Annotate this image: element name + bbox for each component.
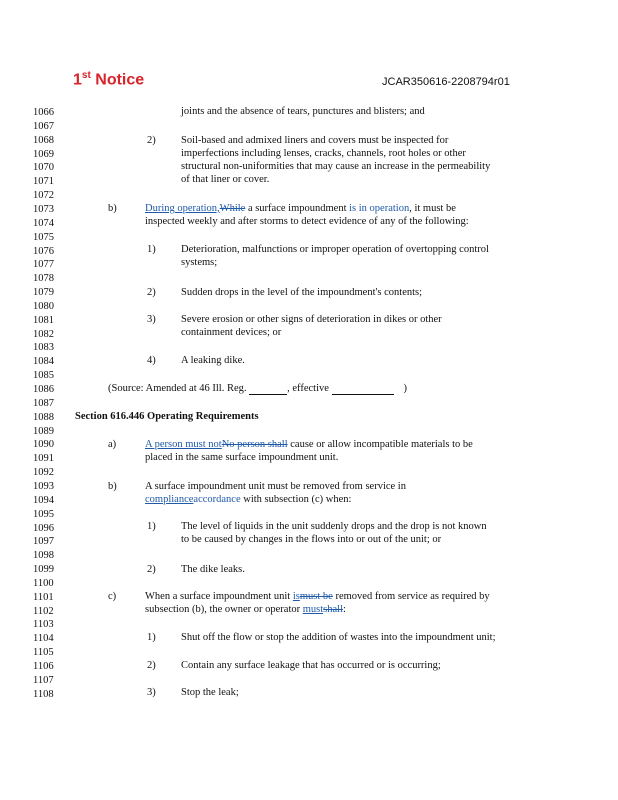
- inserted-text: must: [302, 604, 324, 615]
- line-number: 1078: [33, 273, 54, 285]
- inserted-text: During operation,: [145, 203, 220, 214]
- line-number: 1066: [33, 107, 54, 118]
- line-number: 1106: [33, 661, 54, 672]
- deleted-text: No person shall: [221, 439, 288, 450]
- text-line: imperfections including lenses, cracks, channels, root holes or other: [181, 148, 466, 159]
- text-line: structural non-uniformities that may cause an increase in the permeability: [181, 161, 491, 172]
- text-line: The level of liquids in the unit suddenly drops and the drop is not known: [181, 521, 487, 532]
- amended-line: During operation,While a surface impoundment is in operation, it must be: [145, 203, 456, 214]
- line-number: 1095: [33, 508, 54, 520]
- item-number: 3): [147, 687, 156, 698]
- line-number: 1101: [33, 591, 54, 603]
- item-number: 2): [147, 135, 156, 146]
- line-number: 1074: [33, 217, 54, 229]
- line-number: 1086: [33, 384, 54, 395]
- item-number: 1): [147, 244, 156, 255]
- line-number: 1072: [33, 190, 54, 202]
- line-number: 1087: [33, 397, 54, 409]
- line-number: 1100: [33, 577, 54, 589]
- item-label: b): [108, 481, 117, 492]
- text-line: to be caused by changes in the flows into or out of the unit; or: [181, 534, 442, 545]
- deleted-text: accordance: [193, 494, 241, 505]
- line-number: 1068: [33, 134, 54, 146]
- line-number: 1079: [33, 287, 54, 299]
- item-number: 2): [147, 564, 156, 575]
- line-number: 1089: [33, 425, 54, 437]
- amended-line: complianceaccordance with subsection (c) when:: [145, 494, 352, 505]
- line-number: 1090: [33, 439, 54, 451]
- amended-line: When a surface impoundment unit ismust be removed from service as required by: [145, 591, 490, 602]
- inserted-text: compliance: [145, 494, 194, 505]
- text-line: containment devices; or: [181, 327, 282, 338]
- notice-label: 1st Notice: [73, 70, 145, 89]
- line-number: 1091: [33, 453, 54, 465]
- line-number: 1104: [33, 633, 54, 645]
- text-line: inspected weekly and after storms to detect evidence of any of the following:: [145, 216, 469, 227]
- item-label: a): [108, 439, 117, 450]
- line-number: 1080: [33, 300, 54, 312]
- line-number: 1092: [33, 467, 54, 479]
- line-number: 1083: [33, 342, 54, 354]
- deleted-text: must be: [299, 591, 333, 602]
- text-line: Stop the leak;: [181, 687, 239, 698]
- item-number: 1): [147, 632, 156, 643]
- item-number: 2): [147, 287, 156, 298]
- line-number: 1103: [33, 619, 54, 631]
- inserted-text: A person must not: [145, 439, 222, 450]
- line-number: 1107: [33, 674, 54, 686]
- text-line: The dike leaks.: [181, 564, 245, 575]
- amended-line: A person must notNo person shall cause or allow incompatible materials to be: [145, 439, 473, 450]
- source-note: (Source: Amended at 46 Ill. Reg. , effective ): [108, 383, 408, 394]
- item-number: 4): [147, 355, 156, 366]
- line-number: 1093: [33, 480, 54, 492]
- section-title: Section 616.446 Operating Requirements: [75, 411, 259, 422]
- text-line: joints and the absence of tears, punctures and blisters; and: [181, 106, 425, 117]
- document-id: JCAR350616-2208794r01: [382, 76, 510, 88]
- text-line: placed in the same surface impoundment unit.: [145, 452, 339, 463]
- text-line: Contain any surface leakage that has occurred or is occurring;: [181, 660, 441, 671]
- item-number: 2): [147, 660, 156, 671]
- line-number: 1098: [33, 550, 54, 562]
- text-line: Deterioration, malfunctions or improper operation of overtopping control: [181, 244, 489, 255]
- item-label: b): [108, 203, 117, 214]
- line-number: 1081: [33, 314, 54, 326]
- text-line: Severe erosion or other signs of deterioration in dikes or other: [181, 314, 442, 325]
- deleted-text: While: [219, 203, 246, 214]
- line-number: 1084: [33, 356, 54, 368]
- text-line: A surface impoundment unit must be removed from service in: [145, 481, 406, 492]
- line-number: 1099: [33, 564, 54, 576]
- text-line: Shut off the flow or stop the addition of wastes into the impoundment unit;: [181, 632, 496, 643]
- line-number: 1077: [33, 259, 54, 271]
- line-number: 1102: [33, 605, 54, 617]
- line-number: 1085: [33, 370, 54, 382]
- line-number: 1073: [33, 203, 54, 215]
- text-line: A leaking dike.: [181, 355, 245, 366]
- text-line: Sudden drops in the level of the impoundment's contents;: [181, 287, 423, 298]
- inserted-text: is in operation: [349, 203, 410, 214]
- amended-line: subsection (b), the owner or operator mustshall:: [145, 604, 346, 615]
- line-number: 1067: [33, 120, 54, 132]
- item-number: 3): [147, 314, 156, 325]
- line-number: 1105: [33, 647, 54, 659]
- deleted-text: shall: [323, 604, 344, 615]
- inserted-text: is: [292, 591, 300, 602]
- text-line: of that liner or cover.: [181, 174, 270, 185]
- line-number: 1076: [33, 245, 54, 257]
- line-number: 1096: [33, 522, 54, 534]
- item-label: c): [108, 591, 117, 602]
- line-number: 1088: [33, 411, 54, 423]
- text-line: systems;: [181, 257, 218, 268]
- line-number: 1071: [33, 176, 54, 188]
- line-number: 1070: [33, 162, 54, 174]
- line-number: 1082: [33, 328, 54, 340]
- line-number: 1108: [33, 688, 54, 700]
- line-number: 1094: [33, 494, 54, 506]
- line-number: 1097: [33, 536, 54, 548]
- text-line: Soil-based and admixed liners and covers must be inspected for: [181, 135, 449, 146]
- line-number: 1069: [33, 148, 54, 160]
- line-number: 1075: [33, 231, 54, 243]
- item-number: 1): [147, 521, 156, 532]
